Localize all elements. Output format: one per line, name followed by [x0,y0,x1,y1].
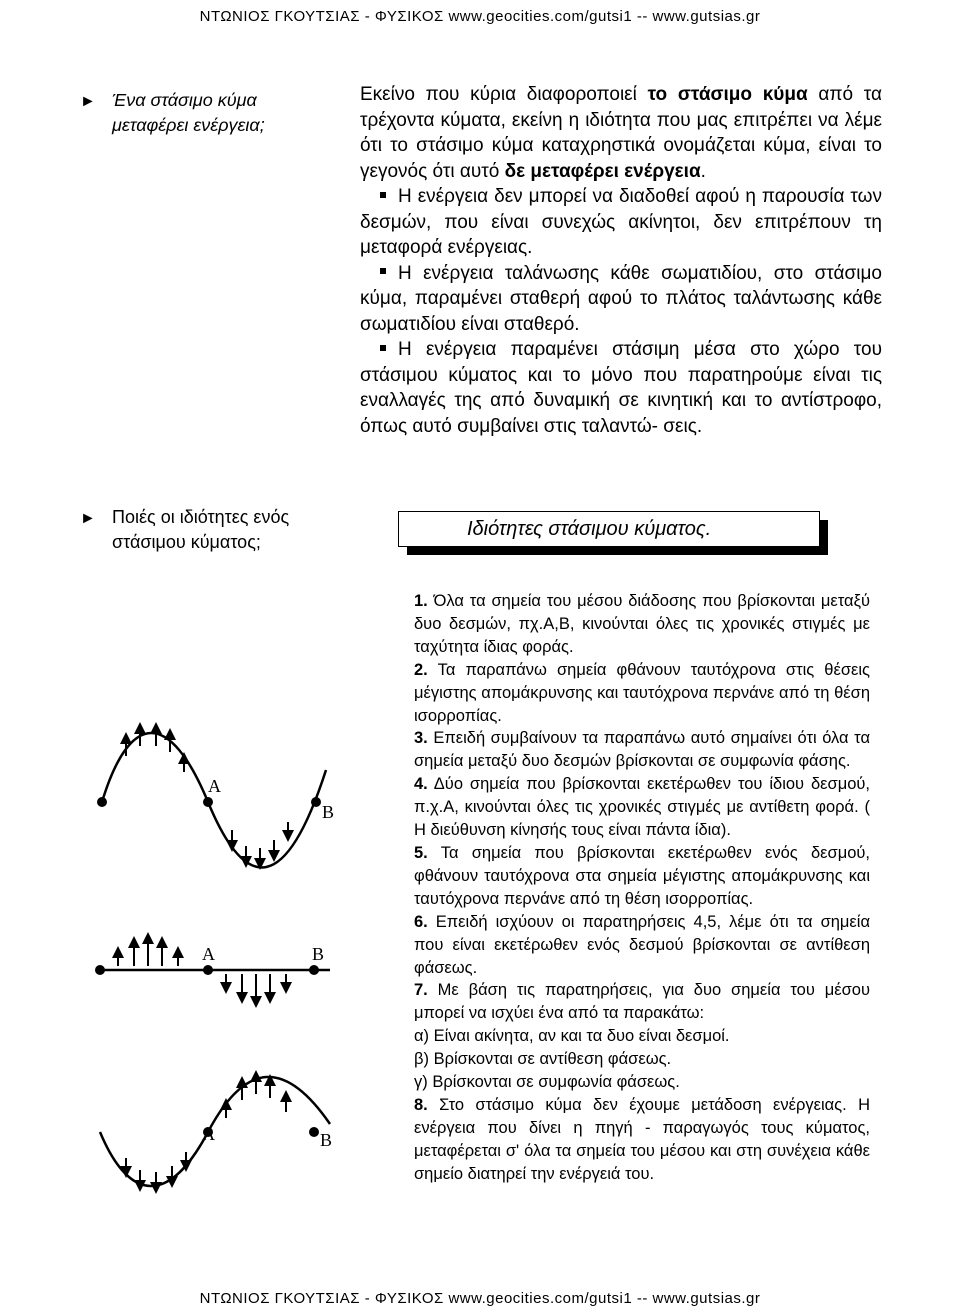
property-2: 2. Τα παραπάνω σημεία φθάνουν ταυτόχρονα στις θέσεις μέγιστης απομάκρυνσης και ταυτόχρονα περνάνε από τη θέση ισορροπίας. [414,660,870,725]
title-box [398,511,820,547]
property-7: 7. Με βάση τις παρατηρήσεις, για δυο σημεία του μέσου μπορεί να ισχύει ένα από τα παρακάτω: [414,981,870,1023]
answer-bullet-2: Η ενέργεια ταλάνωσης κάθε σωματιδίου, στο στάσιμο κύμα, παραμένει σταθερή αφού το πλάτος ταλάντωσης κάθε σωματιδίου είναι σταθερό. [360,262,882,335]
answer-bullet-3: Η ενέργεια παραμένει στάσιμη μέσα στο χώρο του στάσιμου κύματος και το μόνο που παρατηρούμε είναι τις εναλλαγές της από δυναμική σε κινητική και το αντίστροφο, όπως αυτό συμβαίνει στις ταλαντώ- σεις. [360,339,882,437]
option-b: β) Βρίσκονται σε αντίθεση φάσεως. [414,1050,672,1069]
page-header: ΝΤΩΝΙΟΣ ΓΚΟΥΤΣΙΑΣ - ΦΥΣΙΚΟΣ www.geocities.com/gutsi1 -- www.gutsias.gr [199,8,761,25]
label-b: B [320,1130,333,1150]
answer-intro-bold: το στάσιμο κύμα [647,84,808,105]
label-b: B [322,802,335,822]
property-8: 8. Στο στάσιμο κύμα δεν έχουμε μετάδοση ενέργειας. Η ενέργεια που δίνει η πηγή - παραγωγός τους κύματος, μεταφέρεται σ' όλα τα σημεία του μέσου και στη συνέχεια κάθε σημείο διατηρεί την ενέργειά του. [414,1095,870,1183]
label-b: B [312,944,325,964]
label-a: A [202,1124,215,1144]
square-bullet-icon [380,345,386,351]
wave-3 [100,1076,332,1188]
property-1: 1. Όλα τα σημεία του μέσου διάδοσης που βρίσκονται μεταξύ δυο δεσμών, πχ.Α,Β, κινούνται όλες τις χρονικές στιγμές με ταχύτητα ίδιας φοράς. [414,592,870,656]
standing-wave-figure [90,720,340,1210]
option-c: γ) Βρίσκονται σε συμφωνία φάσεως. [414,1073,680,1092]
answer-intro-end: . [700,160,706,182]
property-6: 6. Επειδή ισχύουν οι παρατηρήσεις 4,5, λέμε ότι τα σημεία που είναι εκετέρωθεν ενός δεσμού βρίσκονται σε αντίθεση φάσεως. [414,912,870,977]
wave-2 [95,938,330,1002]
properties-list [390,590,870,1186]
label-a: A [208,776,221,796]
label-a: A [202,944,215,964]
property-5: 5. Τα σημεία που βρίσκονται εκετέρωθεν ενός δεσμού, φθάνουν ταυτόχρονα στα σημεία μέγιστης απομάκρυνσης και ταυτόχρονα περνάνε από τη θέση ισορροπίας. [414,843,870,908]
property-3: 3. Επειδή συμβαίνουν τα παραπάνω αυτό σημαίνει ότι όλα τα σημεία μεταξύ δυο δεσμών βρίσκονται σε συμφωνία φάσης. [414,729,870,771]
question-energy [80,88,334,138]
wave-1 [97,728,334,867]
square-bullet-icon [380,268,386,274]
page-footer: ΝΤΩΝΙΟΣ ΓΚΟΥΤΣΙΑΣ - ΦΥΣΙΚΟΣ www.geocities.com/gutsi1 -- www.gutsias.gr [199,1290,761,1307]
answer-intro-bold2: δε μεταφέρει ενέργεια [504,160,701,182]
answer-intro-cont: από τα τρέχοντα κύματα, εκείνη η ιδιότητα που μας επιτρέπει να λέμε ότι το στάσιμο κύμα καταχρηστικά ονομάζεται κύμα, είναι το γεγονός ότι αυτό [360,84,882,182]
arrow-bullet-icon: ► [80,93,96,110]
option-a: α) Είναι ακίνητα, αν και τα δυο είναι δεσμοί. [414,1027,730,1046]
question-properties [80,505,344,555]
answer-bullet-1: Η ενέργεια δεν μπορεί να διαδοθεί αφού η παρουσία των δεσμών, που είναι συνεχώς ακίνητοι, δεν επιτρέπουν τη μεταφορά ενέργειας. [360,186,882,258]
property-4: 4. Δύο σημεία που βρίσκονται εκετέρωθεν του ίδιου δεσμού, π.χ.Α, κινούνται όλες τις χρονικές στιγμές με αντίθετη φορά. ( Η διεύθυνση κίνησής τους είναι πάντα ίδια). [414,775,870,840]
answer-energy [360,82,882,439]
title-box-text: Ιδιότητες στάσιμου κύματος. [467,518,712,540]
question-properties-text: Ποιές οι ιδιότητες ενός στάσιμου κύματος; [112,507,290,552]
square-bullet-icon [380,192,386,198]
arrow-bullet-icon: ► [80,510,96,527]
answer-intro: Εκείνο που κύρια διαφοροποιεί [360,84,648,105]
question-energy-text: Ένα στάσιμο κύμα μεταφέρει ενέργεια; [112,90,265,135]
